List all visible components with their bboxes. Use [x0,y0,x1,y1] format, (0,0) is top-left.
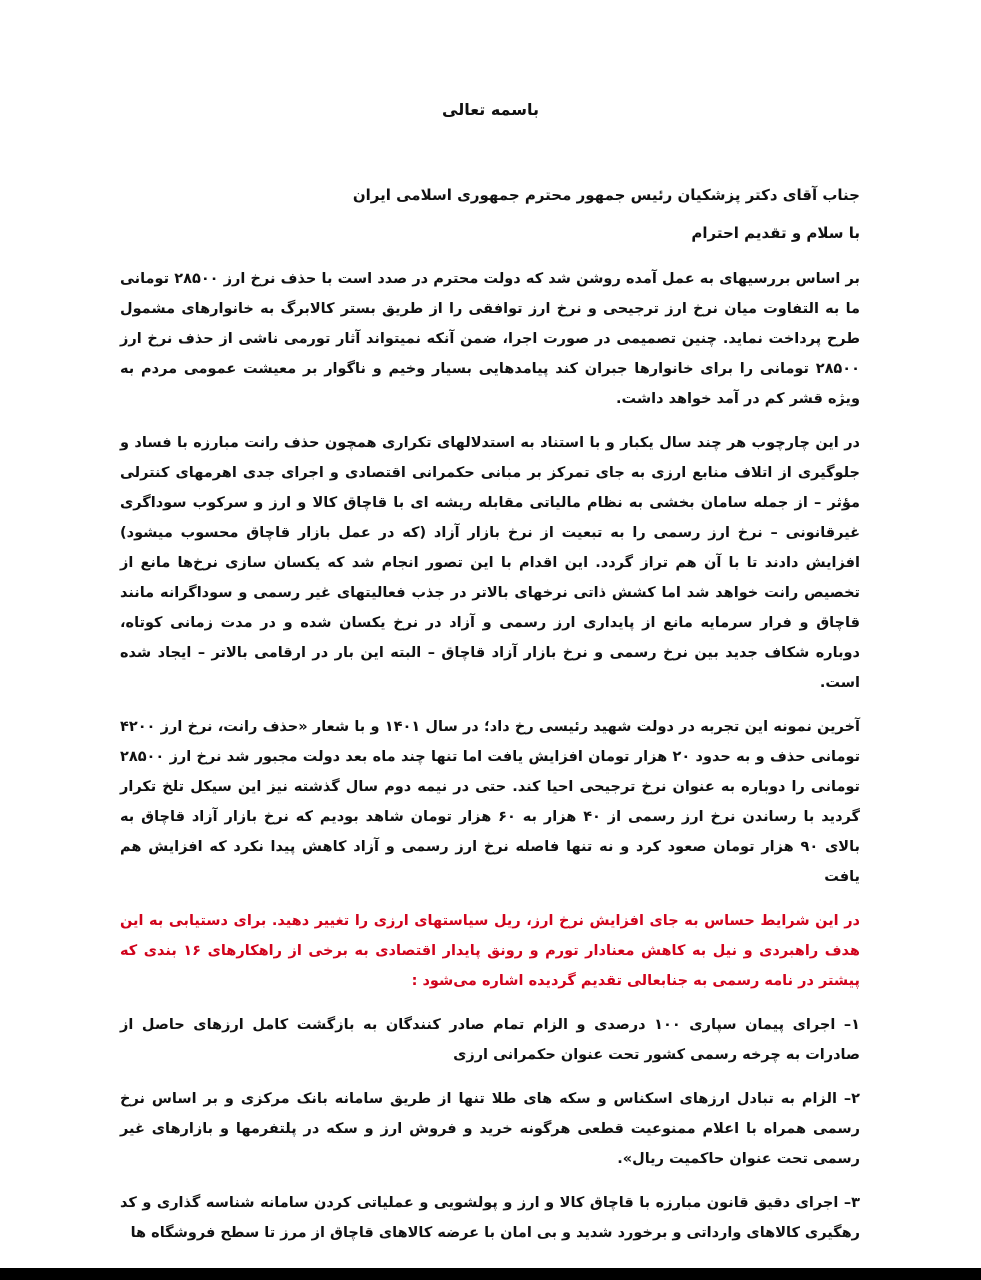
letter-list-item: ۲– الزام به تبادل ارزهای اسکناس و سکه های طلا تنها از طریق سامانه بانک مرکزی و بر اساس نرخ رسمی همراه با اعلام ممنوعیت قطعی هرگونه خرید و فروش ارز و سکه در پلتفرمها و بازارهای غیر رسمی تحت عنوان حاکمیت ریال». [120,1091,860,1167]
letter-paragraph: بر اساس بررسیهای به عمل آمده روشن شد که دولت محترم در صدد است با حذف نرخ ارز ۲۸۵۰۰ تومانی ما به التفاوت میان نرخ ارز ترجیحی و نرخ ارز توافقی را از طریق بستر کالابرگ به خانوارهای مشمول طرح پرداخت نماید. چنین تصمیمی در صورت اجرا، ضمن آنکه نمیتواند آثار تورمی ناشی از حذف نرخ ارز ۲۸۵۰۰ تومانی را برای خانوارها جبران کند پیامدهایی بسیار وخیم و ناگوار بر معیشت عمومی مردم به ویژه قشر کم در آمد خواهد داشت. [120,271,861,407]
letter-list-item: ۱– اجرای پیمان سپاری ۱۰۰ درصدی و الزام تمام صادر کنندگان به بازگشت کامل ارزهای حاصل از صادرات به چرخه رسمی کشور تحت عنوان حکمرانی ارزی [120,1017,860,1063]
letter-highlighted-paragraph: در این شرایط حساس به جای افزایش نرخ ارز، ریل سیاستهای ارزی را تغییر دهید. برای دستیابی به این هدف راهبردی و نیل به کاهش معنادار تورم و رونق پایدار اقتصادی به برخی از راهکارهای ۱۶ بندی که پیشتر در نامه رسمی به جنابعالی تقدیم گردیده اشاره می‌شود : [120,913,860,989]
letter-heading: باسمه تعالی [442,100,539,119]
letter-greeting: با سلام و تقدیم احترام [691,224,860,242]
letter-body [120,180,860,1262]
bottom-border-bar [0,1268,981,1280]
letter-paragraph: در این چارچوب هر چند سال یکبار و با استناد به استدلالهای تکراری همچون حذف رانت مبارزه با فساد و جلوگیری از اتلاف منابع ارزی به جای تمرکز بر مبانی حکمرانی اقتصادی و اجرای جدی اهرمهای کنترلی مؤثر – از جمله سامان بخشی به نظام مالیاتی مقابله ریشه ای با قاچاق کالا و ارز و سرکوب سوداگری غیرقانونی – نرخ ارز رسمی را به تبعیت از نرخ بازار آزاد (که در عمل بازار قاچاق محسوب میشود) افزایش دادند تا با آن هم تراز گردد. این اقدام با این تصور انجام شد که یکسان سازی نرخ‌ها مانع از تخصیص رانت خواهد شد اما کشش ذاتی نرخهای بالاتر در جذب فعالیتهای غیر رسمی و سوداگرانه مانند قاچاق و فرار سرمایه مانع از پایداری ارز رسمی و آزاد در نرخ یکسان شده و در مدت زمانی کوتاه، دوباره شکاف جدید بین نرخ رسمی و نرخ بازار آزاد قاچاق – البته این بار در ارقامی بالاتر – ایجاد شده است. [120,435,860,691]
letter-list-item: ۳– اجرای دقیق قانون مبارزه با قاچاق کالا و ارز و پولشویی و عملیاتی کردن سامانه شناسه گذاری و کد رهگیری کالاهای وارداتی و برخورد شدید و بی امان با عرضه کالاهای قاچاق از مرز تا سطح فروشگاه ها [120,1195,860,1241]
letter-addressee: جناب آقای دکتر پزشکیان رئیس جمهور محترم جمهوری اسلامی ایران [352,186,860,204]
letter-paragraph: آخرین نمونه این تجربه در دولت شهید رئیسی رخ داد؛ در سال ۱۴۰۱ و با شعار «حذف رانت، نرخ ارز ۴۲۰۰ تومانی حذف و به حدود ۲۰ هزار تومان افزایش یافت اما تنها چند ماه بعد دولت مجبور شد نرخ ارز ۲۸۵۰۰ تومانی را دوباره به عنوان نرخ ترجیحی احیا کند. حتی در نیمه دوم سال گذشته نیز این سیکل تلخ تکرار گردید با رساندن نرخ ارز رسمی از ۴۰ هزار به ۶۰ هزار تومان شاهد بودیم که نرخ بازار آزاد قاچاق به بالای ۹۰ هزار تومان صعود کرد و نه تنها فاصله نرخ ارز رسمی و آزاد کاهش پیدا نکرد که افزایش هم یافت [120,719,861,885]
